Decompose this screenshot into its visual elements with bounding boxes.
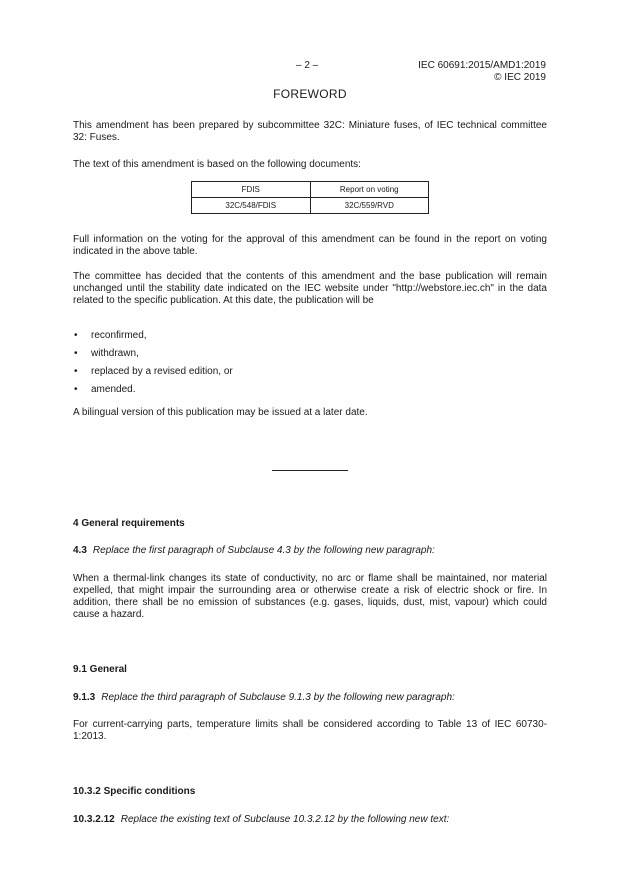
section-9-1-heading: 9.1 General xyxy=(73,664,127,675)
foreword-title: FOREWORD xyxy=(273,87,347,101)
foreword-paragraph-3: Full information on the voting for the approval of this amendment can be found in the report on voting indicated in the above table. xyxy=(73,234,547,257)
table-cell: 32C/548/FDIS xyxy=(192,198,311,214)
document-reference xyxy=(418,60,546,84)
clause-10-3-2-12-instruction xyxy=(73,814,547,826)
clause-9-1-3-text: For current-carrying parts, temperature limits shall be considered according to Table 13 of IEC 60730-1:2013. xyxy=(73,719,547,742)
page-number: – 2 – xyxy=(296,60,319,71)
foreword-paragraph-5: A bilingual version of this publication may be issued at a later date. xyxy=(73,407,368,418)
table-header-cell: Report on voting xyxy=(310,182,429,198)
list-item: • replaced by a revised edition, or xyxy=(73,366,233,384)
clause-number: 9.1.3 xyxy=(73,692,96,703)
clause-number: 10.3.2.12 xyxy=(73,814,115,825)
list-item: • reconfirmed, xyxy=(73,330,233,348)
instruction-text: Replace the first paragraph of Subclause 4.3 by the following new paragraph: xyxy=(92,545,435,556)
table-header-cell: FDIS xyxy=(192,182,311,198)
table-row xyxy=(192,198,429,214)
separator-line xyxy=(272,470,348,471)
voting-documents-table xyxy=(191,181,429,214)
instruction-text: Replace the third paragraph of Subclause 9.1.3 by the following new paragraph: xyxy=(101,692,455,703)
foreword-paragraph-1: This amendment has been prepared by subcommittee 32C: Miniature fuses, of IEC technical committee 32: Fuses. xyxy=(73,120,547,143)
list-item: • amended. xyxy=(73,384,233,402)
document-id: IEC 60691:2015/AMD1:2019 xyxy=(418,60,546,71)
clause-4-3-instruction xyxy=(73,545,547,557)
clause-9-1-3-instruction xyxy=(73,692,547,704)
clause-4-3-text: When a thermal-link changes its state of conductivity, no arc or flame shall be maintained, nor material expelled, that might impair the surrounding area or otherwise create a risk of electric shock or fire. In addition, there shall be no emission of substances (e.g. gases, liquids, dust, mist, vapour) which could cause a hazard. xyxy=(73,573,547,620)
instruction-text: Replace the existing text of Subclause 10.3.2.12 by the following new text: xyxy=(120,814,450,825)
table-header-row xyxy=(192,182,429,198)
clause-number: 4.3 xyxy=(73,545,87,556)
section-4-heading: 4 General requirements xyxy=(73,518,185,529)
foreword-paragraph-2: The text of this amendment is based on the following documents: xyxy=(73,159,361,170)
publication-status-list xyxy=(73,330,233,402)
table-cell: 32C/559/RVD xyxy=(310,198,429,214)
list-item: • withdrawn, xyxy=(73,348,233,366)
foreword-paragraph-4: The committee has decided that the contents of this amendment and the base publication will remain unchanged until the stability date indicated on the IEC website under "http://webstore.iec.ch" in the data related to the specific publication. At this date, the publication will be xyxy=(73,271,547,306)
copyright: © IEC 2019 xyxy=(494,72,546,83)
section-10-3-2-heading: 10.3.2 Specific conditions xyxy=(73,786,196,797)
